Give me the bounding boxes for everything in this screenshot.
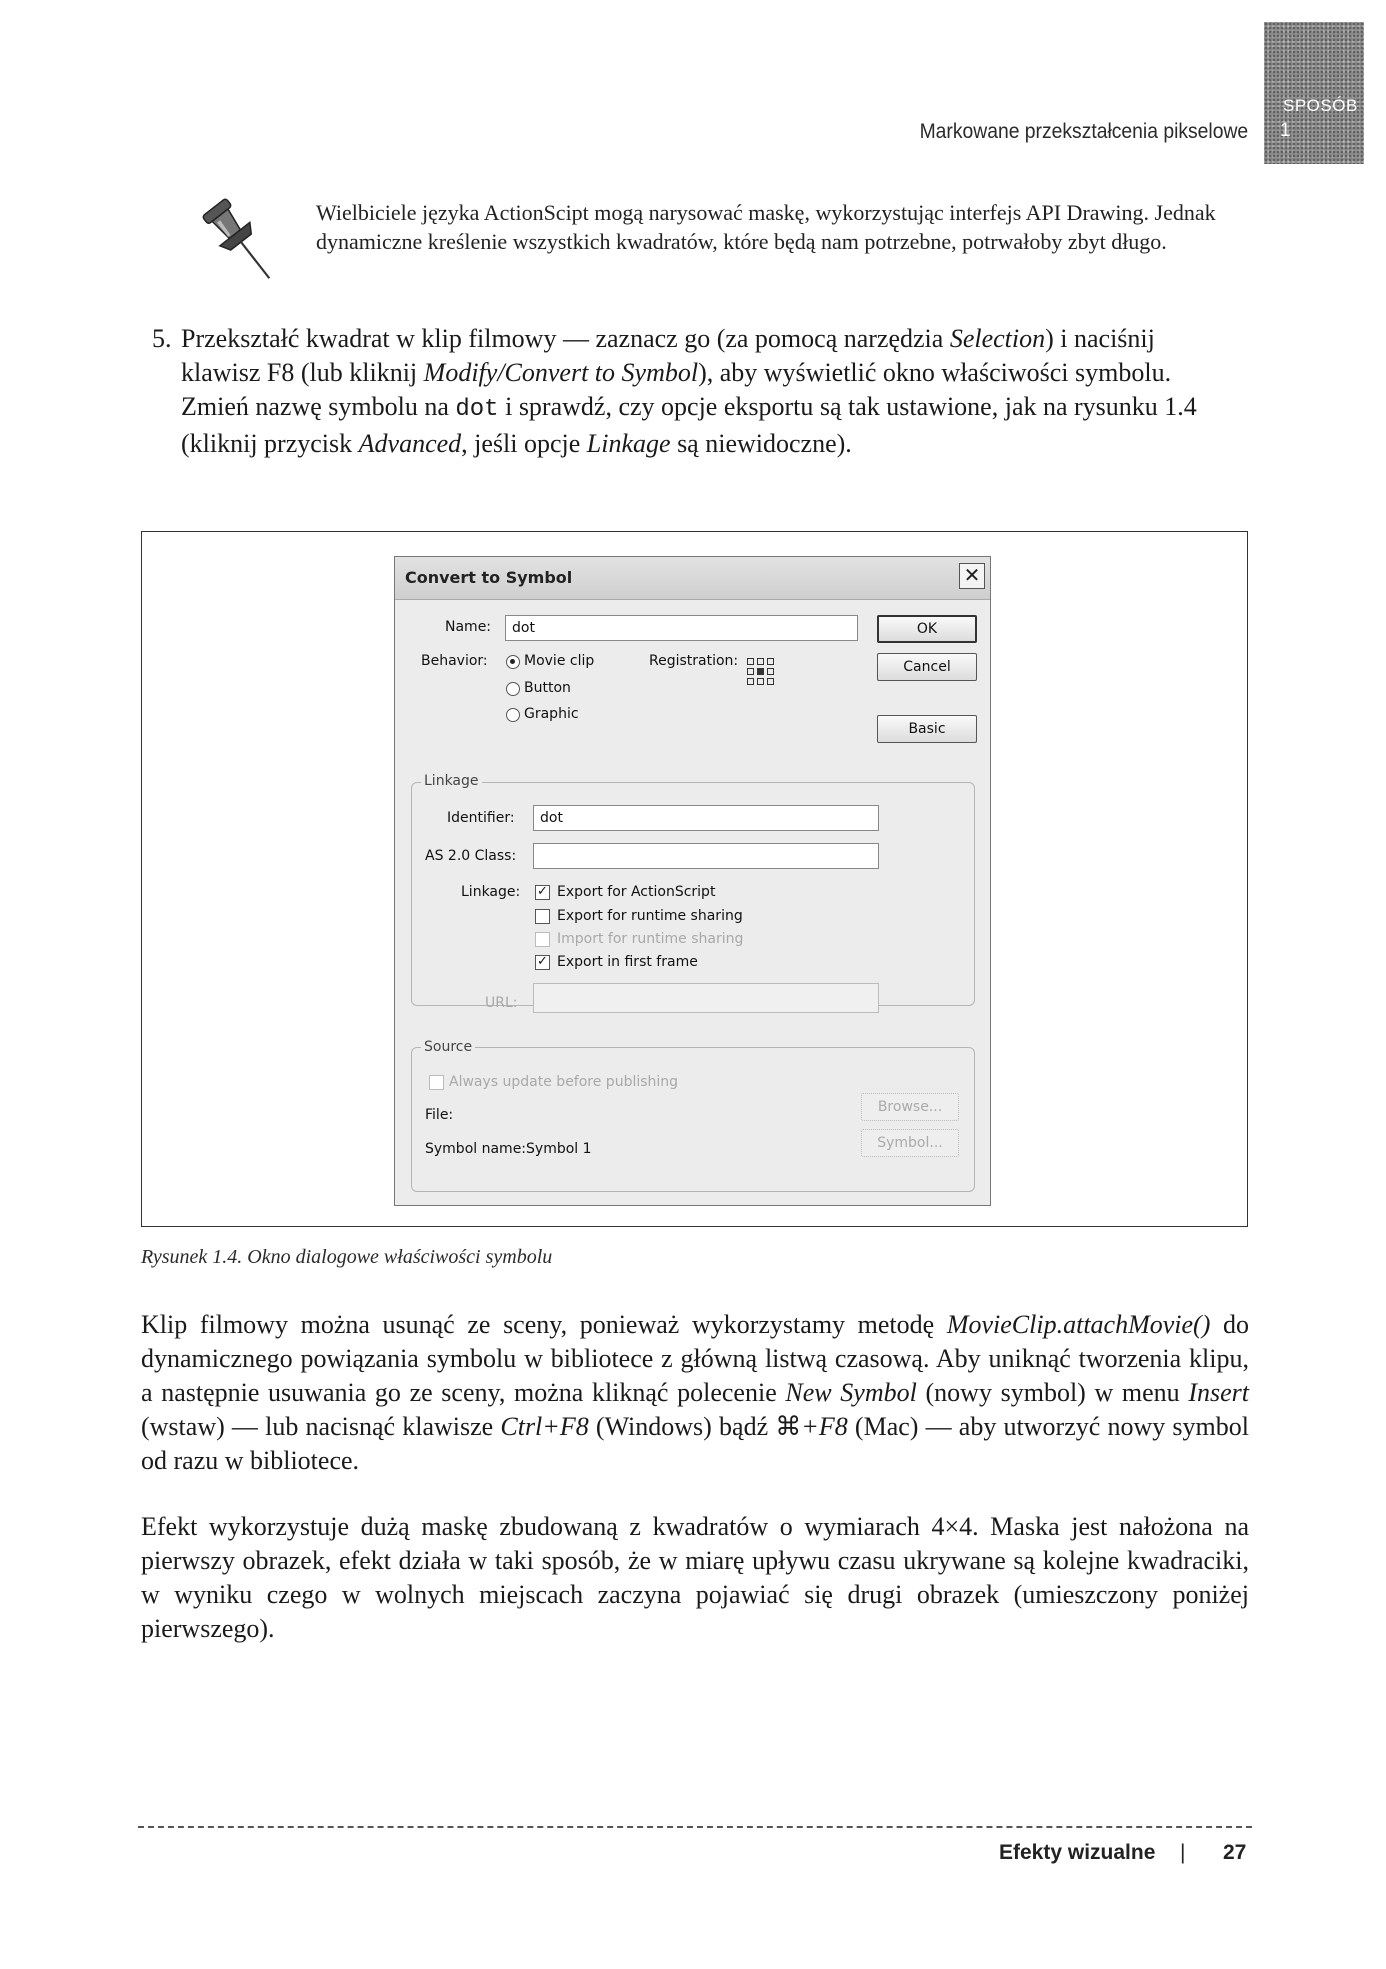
step-emph-advanced: Advanced [358, 429, 462, 458]
para1-emph-shortcut-win: Ctrl+F8 [500, 1412, 589, 1441]
step-emph-selection: Selection [949, 324, 1046, 353]
step-text: Przekształć kwadrat w klip filmowy — zaznacz go (za pomocą narzędzia Selection) i naciśnij klawisz F8 (lub kliknij Modify/Convert to Symbol), aby wyświetlić okno właściwości symbolu. Zmień nazwę symbolu na dot i sprawdź, czy opcje eksportu są tak ustawione, jak na rysunku 1.4 (kliknij przycisk Advanced, jeśli opcje Linkage są niewidoczne). [181, 324, 1197, 458]
section-tab-texture [1264, 22, 1364, 164]
dialog-title-bar [395, 557, 990, 600]
identifier-label: Identifier: [447, 810, 515, 826]
running-head: Markowane przekształcenia pikselowe [919, 120, 1248, 143]
footer-rule [138, 1826, 1252, 1828]
figure-caption: Rysunek 1.4. Okno dialogowe właściwości symbolu [141, 1246, 553, 1268]
url-field[interactable] [533, 983, 879, 1013]
file-label: File: [425, 1107, 454, 1123]
linkage-group-title: Linkage [421, 773, 482, 789]
export-actionscript-label: Export for ActionScript [557, 884, 716, 900]
source-group-title: Source [421, 1039, 475, 1055]
ok-button[interactable]: OK [877, 615, 977, 643]
behavior-graphic-label: Graphic [524, 706, 579, 722]
symbol-button[interactable]: Symbol... [861, 1129, 959, 1157]
import-runtime-label: Import for runtime sharing [557, 931, 744, 947]
import-runtime-checkbox[interactable] [535, 932, 550, 947]
url-label: URL: [485, 995, 518, 1011]
linkage-label: Linkage: [461, 884, 521, 900]
always-update-label: Always update before publishing [449, 1074, 679, 1090]
as2-class-label: AS 2.0 Class: [425, 848, 517, 864]
export-actionscript-checkbox[interactable]: ✓ [535, 885, 550, 900]
export-first-frame-label: Export in first frame [557, 954, 698, 970]
as2-class-field[interactable] [533, 843, 879, 869]
convert-to-symbol-dialog [394, 556, 991, 1206]
section-number: 1 [1280, 120, 1291, 141]
step-number: 5. [152, 324, 172, 353]
behavior-button-label: Button [524, 680, 571, 696]
section-label: SPOSÓB [1283, 96, 1358, 115]
browse-button[interactable]: Browse... [861, 1093, 959, 1121]
paragraph-2: Efekt wykorzystuje dużą maskę zbudowaną z kwadratów o wymiarach 4×4. Maska jest nałożona na pierwszy obrazek, efekt działa w taki sposób, że w miarę upływu czasu ukrywane są kolejne kwadraciki, w wyniku czego w wolnych miejscach zaczyna pojawiać się drugi obrazek (umieszczony poniżej pierwszego). [141, 1512, 1249, 1643]
para1-emph-insert: Insert [1188, 1378, 1250, 1407]
para1-emph-shortcut-mac: ⌘+F8 [775, 1412, 848, 1441]
pushpin-icon [196, 192, 286, 292]
footer-section-title: Efekty wizualne [999, 1841, 1156, 1864]
behavior-button-radio[interactable] [506, 682, 520, 696]
behavior-movie-clip-radio[interactable] [506, 655, 520, 669]
para1-emph-method: MovieClip.attachMovie() [946, 1310, 1211, 1339]
step-code-dot: dot [455, 396, 499, 423]
paragraph-1: Klip filmowy można usunąć ze sceny, ponieważ wykorzystamy metodę MovieClip.attachMovie() do dynamicznego powiązania symbolu w bibliotece z główną listwą czasową. Aby uniknąć tworzenia klipu, a następnie usuwania go ze sceny, można kliknąć polecenie New Symbol (nowy symbol) w menu Insert (wstaw) — lub nacisnąć klawisze Ctrl+F8 (Windows) bądź ⌘+F8 (Mac) — aby utworzyć nowy symbol od razu w bibliotece. [141, 1310, 1250, 1475]
registration-grid-icon[interactable] [747, 658, 777, 688]
name-field[interactable]: dot [505, 615, 858, 641]
behavior-label: Behavior: [421, 653, 488, 669]
identifier-field[interactable]: dot [533, 805, 879, 831]
export-runtime-label: Export for runtime sharing [557, 908, 743, 924]
step-emph-menu-path: Modify/Convert to Symbol [423, 358, 699, 387]
dialog-title: Convert to Symbol [405, 568, 573, 587]
registration-label: Registration: [649, 653, 739, 669]
always-update-checkbox[interactable] [429, 1075, 444, 1090]
footer-separator: | [1180, 1841, 1186, 1864]
behavior-graphic-radio[interactable] [506, 708, 520, 722]
behavior-movie-clip-label: Movie clip [524, 653, 595, 669]
export-runtime-checkbox[interactable] [535, 909, 550, 924]
name-label: Name: [445, 619, 492, 635]
note-text: Wielbiciele języka ActionScipt mogą narysować maskę, wykorzystując interfejs API Drawing. Jednak dynamiczne kreślenie wszystkich kwadratów, które będą nam potrzebne, potrwałoby zbyt długo. [316, 200, 1216, 254]
cancel-button[interactable]: Cancel [877, 653, 977, 681]
page-number: 27 [1223, 1841, 1247, 1864]
close-icon[interactable]: ✕ [959, 563, 985, 589]
symbol-name-text: Symbol name:Symbol 1 [425, 1141, 592, 1157]
para1-emph-new-symbol: New Symbol [785, 1378, 917, 1407]
step-emph-linkage: Linkage [586, 429, 671, 458]
export-first-frame-checkbox[interactable]: ✓ [535, 955, 550, 970]
basic-button[interactable]: Basic [877, 715, 977, 743]
